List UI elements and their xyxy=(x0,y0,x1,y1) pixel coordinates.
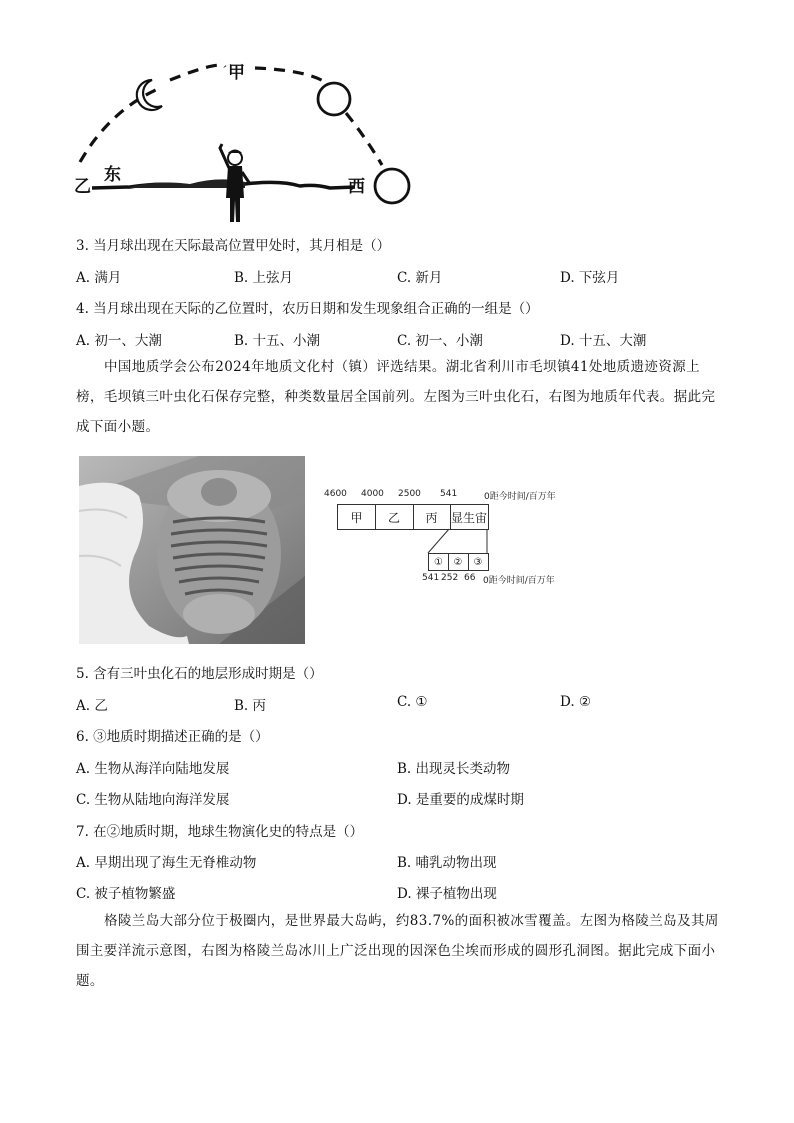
question-3-option-d: D. 下弦月 xyxy=(560,270,620,286)
label-jia: 甲 xyxy=(228,63,245,83)
question-7-option-b: B. 哺乳动物出现 xyxy=(397,855,497,871)
question-7-stem: 7. 在②地质时期，地球生物演化史的特点是（） xyxy=(76,824,364,840)
question-4-option-a: A. 初一、大潮 xyxy=(76,333,162,349)
question-6-stem: 6. ③地质时期描述正确的是（） xyxy=(76,729,269,745)
question-3-option-b: B. 上弦月 xyxy=(234,270,294,286)
moon-path-arc xyxy=(255,68,325,82)
question-5-option-d: D. ② xyxy=(560,694,592,710)
question-7-option-a: A. 早期出现了海生无脊椎动物 xyxy=(76,855,257,871)
question-7-option-c: C. 被子植物繁盛 xyxy=(76,886,176,902)
label-east: 东 xyxy=(104,165,121,185)
tick-252: 252 xyxy=(441,573,459,583)
era-1: ① xyxy=(429,554,449,570)
tick-4000: 4000 xyxy=(361,489,384,499)
moon-path-arc xyxy=(170,65,225,80)
eon-phanerozoic: 显生宙 xyxy=(450,510,487,525)
eon-jia: 甲 xyxy=(338,505,376,529)
question-7-option-d: D. 裸子植物出现 xyxy=(397,886,497,902)
geologic-time-table xyxy=(323,489,568,585)
tick-66: 66 xyxy=(464,573,476,583)
moon-path-arc xyxy=(346,113,382,165)
question-3-option-c: C. 新月 xyxy=(397,270,443,286)
era-2: ② xyxy=(448,554,469,570)
tick-4600: 4600 xyxy=(324,489,347,499)
label-yi: 乙 xyxy=(74,177,91,197)
label-west: 西 xyxy=(348,177,365,197)
tick-0-bottom: 0距今时间/百万年 xyxy=(483,576,555,586)
question-6-option-b: B. 出现灵长类动物 xyxy=(397,761,511,777)
tick-2500: 2500 xyxy=(398,489,421,499)
question-3-option-a: A. 满月 xyxy=(76,270,122,286)
passage-greenland: 格陵兰岛大部分位于极圈内，是世界最大岛屿，约83.7%的面积被冰雪覆盖。左图为格陵兰岛及其周围主要洋流示意图，右图为格陵兰岛冰川上广泛出现的因深色尘埃而形成的圆形孔洞图。据此完成下面小题。 xyxy=(76,913,719,989)
question-5-stem: 5. 含有三叶虫化石的地层形成时期是（） xyxy=(76,666,323,682)
question-3-stem: 3. 当月球出现在天际最高位置甲处时，其月相是（） xyxy=(76,238,391,254)
tick-541: 541 xyxy=(440,489,458,499)
eon-bing: 丙 xyxy=(413,505,451,529)
moon-path-arc xyxy=(80,88,160,162)
question-4-option-d: D. 十五、大潮 xyxy=(560,333,647,349)
question-5-option-c: C. ① xyxy=(397,694,428,710)
moon-circle-west xyxy=(375,169,409,203)
question-6-option-c: C. 生物从陆地向海洋发展 xyxy=(76,792,230,808)
question-4-option-b: B. 十五、小潮 xyxy=(234,333,321,349)
question-5-option-a: A. 乙 xyxy=(76,698,108,714)
era-row xyxy=(428,553,489,571)
crescent-moon-icon xyxy=(137,80,162,110)
moon-position-figure xyxy=(70,50,420,230)
question-6-option-a: A. 生物从海洋向陆地发展 xyxy=(76,761,230,777)
question-6-option-d: D. 是重要的成煤时期 xyxy=(397,792,524,808)
tick-0-top: 0距今时间/百万年 xyxy=(484,492,556,502)
question-4-option-c: C. 初一、小潮 xyxy=(397,333,483,349)
era-3: ③ xyxy=(473,556,483,568)
tick-541-bottom: 541 xyxy=(422,573,440,583)
passage-trilobite: 中国地质学会公布2024年地质文化村（镇）评选结果。湖北省利川市毛坝镇41处地质遗迹资源上榜，毛坝镇三叶虫化石保存完整，种类数量居全国前列。左图为三叶虫化石，右图为地质年代表。据此完成下面小题。 xyxy=(76,359,716,435)
trilobite-fossil-photo xyxy=(79,456,305,644)
eon-yi: 乙 xyxy=(375,505,414,529)
question-5-option-b: B. 丙 xyxy=(234,698,267,714)
moon-circle-upper xyxy=(318,83,350,115)
question-4-stem: 4. 当月球出现在天际的乙位置时，农历日期和发生现象组合正确的一组是（） xyxy=(76,301,539,317)
